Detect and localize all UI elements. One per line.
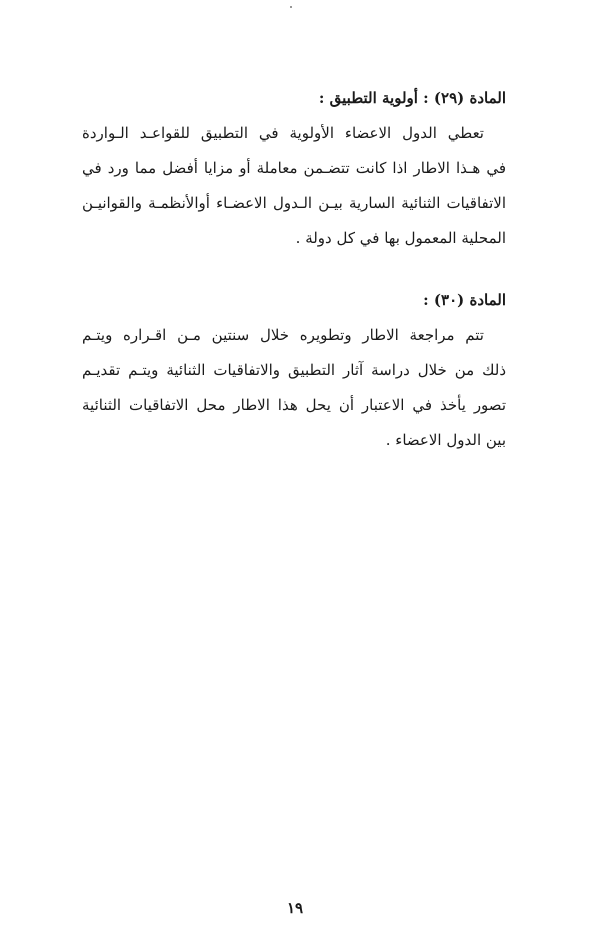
article-heading: المادة (٢٩) : أولوية التطبيق :	[318, 89, 506, 107]
paragraph-line: في هـذا الاطار اذا كانت تتضـمن معاملة أو مزايا أفضل مما ورد في	[82, 159, 506, 177]
paragraph-line: تعطي الدول الاعضاء الأولوية في التطبيق للقواعـد الـواردة	[82, 124, 484, 142]
article-paragraph	[82, 318, 506, 458]
top-dot-mark	[290, 6, 292, 8]
paragraph-line: الاتفاقيات الثنائية السارية بيـن الـدول الاعضـاء أوالأنظمـة والقوانيـن	[82, 194, 506, 212]
paragraph-line: بين الدول الاعضاء .	[385, 431, 506, 449]
article-heading: المادة (٣٠) :	[423, 291, 506, 309]
article-paragraph	[82, 116, 506, 256]
paragraph-line: المحلية المعمول بها في كل دولة .	[295, 229, 506, 247]
paragraph-line: تتم مراجعة الاطار وتطويره خلال سنتين مـن اقـراره ويتـم	[82, 326, 484, 344]
paragraph-line: ذلك من خلال دراسة آثار التطبيق والاتفاقيات الثنائية ويتـم تقديـم	[82, 361, 506, 379]
page-body	[82, 78, 506, 458]
page-number: ١٩	[286, 899, 304, 917]
article-29	[82, 88, 506, 256]
paragraph-line: تصور يأخذ في الاعتبار أن يحل هذا الاطار محل الاتفاقيات الثنائية	[82, 396, 506, 414]
article-30	[82, 290, 506, 458]
